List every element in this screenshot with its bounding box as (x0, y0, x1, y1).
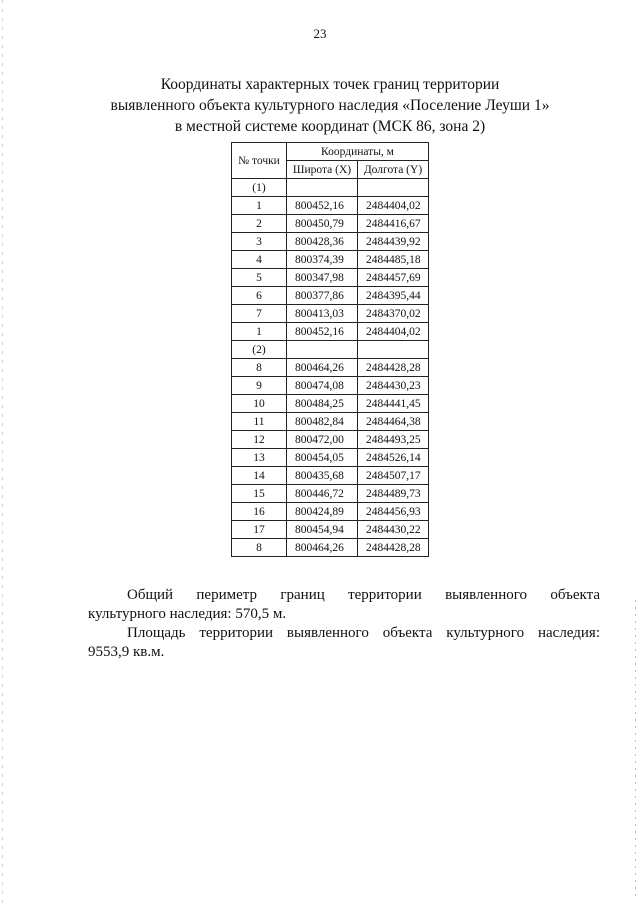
table-row (232, 269, 429, 287)
longitude-y-cell: 2484370,02 (358, 305, 429, 323)
section-row-1 (232, 179, 429, 197)
perimeter-line-2: культурного наследия: 570,5 м. (88, 606, 287, 622)
point-number-cell: 8 (232, 359, 287, 377)
longitude-y-cell: 2484428,28 (358, 359, 429, 377)
table-row (232, 377, 429, 395)
point-number-cell: 12 (232, 431, 287, 449)
latitude-x-cell: 800472,00 (287, 431, 358, 449)
point-number-cell: 4 (232, 251, 287, 269)
table-header-row (232, 143, 429, 161)
latitude-x-cell: 800454,94 (287, 521, 358, 539)
point-number-cell: 15 (232, 485, 287, 503)
latitude-x-cell: 800428,36 (287, 233, 358, 251)
latitude-x-cell: 800446,72 (287, 485, 358, 503)
point-number-cell: 7 (232, 305, 287, 323)
table-row (232, 251, 429, 269)
longitude-y-cell: 2484439,92 (358, 233, 429, 251)
point-number-cell: 1 (232, 323, 287, 341)
point-number-cell: 1 (232, 197, 287, 215)
table-row (232, 413, 429, 431)
section-label: (2) (232, 341, 287, 359)
longitude-y-cell: 2484493,25 (358, 431, 429, 449)
latitude-x-cell: 800413,03 (287, 305, 358, 323)
longitude-y-cell: 2484485,18 (358, 251, 429, 269)
title-line-1: Координаты характерных точек границ территории (160, 76, 500, 93)
point-number-cell: 16 (232, 503, 287, 521)
header-coordinates: Координаты, м (287, 143, 429, 161)
table-row (232, 503, 429, 521)
section-label: (1) (232, 179, 287, 197)
longitude-y-cell: 2484457,69 (358, 269, 429, 287)
title-line-2: выявленного объекта культурного наследия «Поселение Леуши 1» (110, 97, 550, 114)
point-number-cell: 17 (232, 521, 287, 539)
latitude-x-cell: 800450,79 (287, 215, 358, 233)
point-number-cell: 9 (232, 377, 287, 395)
longitude-y-cell: 2484430,23 (358, 377, 429, 395)
table-row (232, 449, 429, 467)
table-row (232, 323, 429, 341)
longitude-y-cell: 2484404,02 (358, 197, 429, 215)
section-row-2 (232, 341, 429, 359)
scan-edge-artifact (2, 0, 3, 905)
table-row (232, 521, 429, 539)
latitude-x-cell: 800482,84 (287, 413, 358, 431)
header-latitude-x: Широта (X) (287, 161, 358, 179)
coordinates-table (231, 142, 429, 557)
table-row (232, 215, 429, 233)
longitude-y-cell: 2484428,28 (358, 539, 429, 557)
table-row (232, 539, 429, 557)
latitude-x-cell: 800474,08 (287, 377, 358, 395)
point-number-cell: 8 (232, 539, 287, 557)
latitude-x-cell: 800435,68 (287, 467, 358, 485)
area-line-1: Площадь территории выявленного объекта культурного наследия: (127, 625, 600, 641)
table-row (232, 431, 429, 449)
area-line-2: 9553,9 кв.м. (88, 644, 165, 660)
header-point-number: № точки (232, 143, 287, 179)
latitude-x-cell: 800452,16 (287, 197, 358, 215)
latitude-x-cell: 800484,25 (287, 395, 358, 413)
scan-edge-artifact (635, 600, 636, 900)
point-number-cell: 14 (232, 467, 287, 485)
longitude-y-cell: 2484404,02 (358, 323, 429, 341)
point-number-cell: 2 (232, 215, 287, 233)
longitude-y-cell: 2484526,14 (358, 449, 429, 467)
table-row (232, 359, 429, 377)
latitude-x-cell: 800452,16 (287, 323, 358, 341)
longitude-y-cell: 2484456,93 (358, 503, 429, 521)
table-row (232, 467, 429, 485)
longitude-y-cell: 2484489,73 (358, 485, 429, 503)
longitude-y-cell: 2484464,38 (358, 413, 429, 431)
longitude-y-cell: 2484395,44 (358, 287, 429, 305)
area-paragraph (88, 624, 600, 662)
perimeter-line-1: Общий периметр границ территории выявленного объекта (127, 587, 600, 603)
point-number-cell: 10 (232, 395, 287, 413)
longitude-y-cell: 2484416,67 (358, 215, 429, 233)
header-longitude-y: Долгота (Y) (358, 161, 429, 179)
point-number-cell: 3 (232, 233, 287, 251)
perimeter-paragraph (88, 586, 600, 624)
point-number-cell: 13 (232, 449, 287, 467)
title-line-3: в местной системе координат (МСК 86, зона 2) (174, 118, 486, 135)
longitude-y-cell: 2484507,17 (358, 467, 429, 485)
latitude-x-cell: 800464,26 (287, 359, 358, 377)
latitude-x-cell: 800454,05 (287, 449, 358, 467)
point-number-cell: 11 (232, 413, 287, 431)
table-row (232, 485, 429, 503)
table-row (232, 305, 429, 323)
table-body (232, 179, 429, 557)
document-title (60, 74, 600, 137)
latitude-x-cell: 800374,39 (287, 251, 358, 269)
table-row (232, 197, 429, 215)
latitude-x-cell: 800347,98 (287, 269, 358, 287)
latitude-x-cell: 800464,26 (287, 539, 358, 557)
point-number-cell: 6 (232, 287, 287, 305)
table-row (232, 233, 429, 251)
table-row (232, 395, 429, 413)
page-number: 23 (313, 26, 327, 41)
longitude-y-cell: 2484441,45 (358, 395, 429, 413)
table-row (232, 287, 429, 305)
point-number-cell: 5 (232, 269, 287, 287)
latitude-x-cell: 800377,86 (287, 287, 358, 305)
latitude-x-cell: 800424,89 (287, 503, 358, 521)
longitude-y-cell: 2484430,22 (358, 521, 429, 539)
